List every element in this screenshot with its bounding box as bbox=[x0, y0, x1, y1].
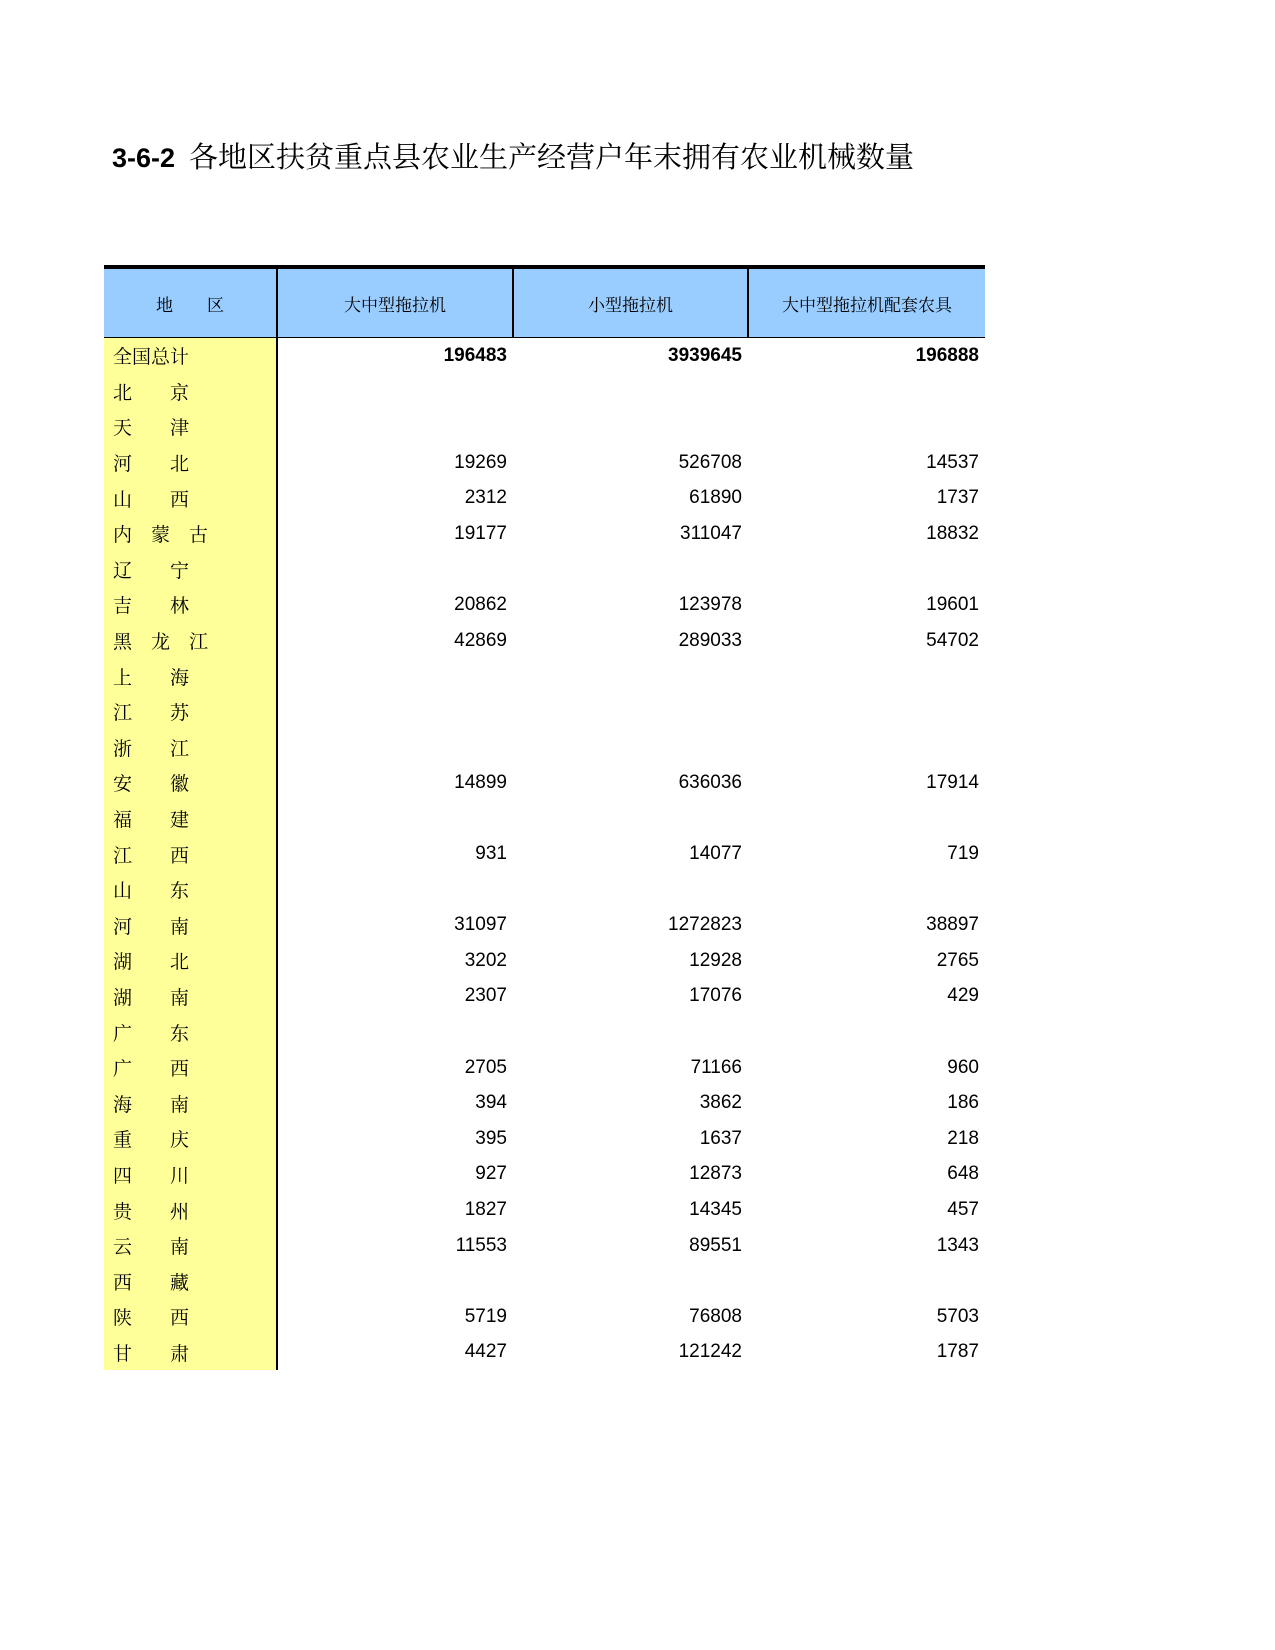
region-cell: 海 南 bbox=[104, 1085, 277, 1121]
value-cell-1 bbox=[277, 801, 513, 837]
table-row bbox=[104, 979, 985, 1015]
value-cell-3 bbox=[748, 552, 985, 588]
region-cell: 陕 西 bbox=[104, 1299, 277, 1335]
region-cell: 江 苏 bbox=[104, 694, 277, 730]
table-row bbox=[104, 908, 985, 944]
value-cell-1 bbox=[277, 374, 513, 410]
table-row bbox=[104, 836, 985, 872]
column-header-region bbox=[104, 267, 277, 338]
table-row bbox=[104, 1157, 985, 1193]
value-cell-2: 89551 bbox=[513, 1228, 748, 1264]
value-cell-1: 3202 bbox=[277, 943, 513, 979]
value-cell-1: 196483 bbox=[277, 338, 513, 374]
region-cell: 上 海 bbox=[104, 658, 277, 694]
value-cell-3: 429 bbox=[748, 979, 985, 1015]
value-cell-2: 3939645 bbox=[513, 338, 748, 374]
region-cell: 辽 宁 bbox=[104, 552, 277, 588]
value-cell-1: 2312 bbox=[277, 480, 513, 516]
region-cell: 西 藏 bbox=[104, 1263, 277, 1299]
value-cell-1: 14899 bbox=[277, 765, 513, 801]
column-header-large-medium-tractor: 大中型拖拉机 bbox=[277, 267, 513, 338]
table-number: 3-6-2 bbox=[112, 143, 176, 173]
value-cell-3: 17914 bbox=[748, 765, 985, 801]
value-cell-2: 289033 bbox=[513, 623, 748, 659]
value-cell-3: 196888 bbox=[748, 338, 985, 374]
statistics-table-container bbox=[104, 265, 985, 1370]
table-row bbox=[104, 765, 985, 801]
value-cell-2: 17076 bbox=[513, 979, 748, 1015]
value-cell-2: 526708 bbox=[513, 445, 748, 481]
value-cell-1: 31097 bbox=[277, 908, 513, 944]
value-cell-2: 12928 bbox=[513, 943, 748, 979]
value-cell-1 bbox=[277, 730, 513, 766]
value-cell-2: 311047 bbox=[513, 516, 748, 552]
value-cell-3 bbox=[748, 374, 985, 410]
value-cell-1: 5719 bbox=[277, 1299, 513, 1335]
region-cell: 四 川 bbox=[104, 1157, 277, 1193]
value-cell-1: 42869 bbox=[277, 623, 513, 659]
table-row bbox=[104, 445, 985, 481]
value-cell-2 bbox=[513, 552, 748, 588]
table-row bbox=[104, 1121, 985, 1157]
table-header bbox=[104, 267, 985, 338]
value-cell-3: 1737 bbox=[748, 480, 985, 516]
value-cell-2: 1272823 bbox=[513, 908, 748, 944]
value-cell-1: 11553 bbox=[277, 1228, 513, 1264]
value-cell-1: 4427 bbox=[277, 1335, 513, 1371]
value-cell-1 bbox=[277, 1263, 513, 1299]
value-cell-3 bbox=[748, 801, 985, 837]
value-cell-3: 54702 bbox=[748, 623, 985, 659]
value-cell-3 bbox=[748, 1014, 985, 1050]
region-cell: 江 西 bbox=[104, 836, 277, 872]
value-cell-2 bbox=[513, 374, 748, 410]
column-header-tractor-implements: 大中型拖拉机配套农具 bbox=[748, 267, 985, 338]
value-cell-3 bbox=[748, 730, 985, 766]
column-header-small-tractor: 小型拖拉机 bbox=[513, 267, 748, 338]
table-title-text: 各地区扶贫重点县农业生产经营户年末拥有农业机械数量 bbox=[189, 140, 915, 174]
value-cell-2 bbox=[513, 658, 748, 694]
region-cell: 重 庆 bbox=[104, 1121, 277, 1157]
value-cell-3 bbox=[748, 1263, 985, 1299]
value-cell-3: 186 bbox=[748, 1085, 985, 1121]
value-cell-2 bbox=[513, 1263, 748, 1299]
table-row bbox=[104, 552, 985, 588]
table-row bbox=[104, 1335, 985, 1371]
value-cell-3: 1787 bbox=[748, 1335, 985, 1371]
value-cell-3: 19601 bbox=[748, 587, 985, 623]
value-cell-1 bbox=[277, 409, 513, 445]
table-row bbox=[104, 409, 985, 445]
region-cell: 吉 林 bbox=[104, 587, 277, 623]
value-cell-1: 20862 bbox=[277, 587, 513, 623]
region-cell: 浙 江 bbox=[104, 730, 277, 766]
value-cell-1: 19177 bbox=[277, 516, 513, 552]
table-row bbox=[104, 694, 985, 730]
value-cell-2 bbox=[513, 872, 748, 908]
table-row bbox=[104, 658, 985, 694]
table-row bbox=[104, 872, 985, 908]
table-row bbox=[104, 801, 985, 837]
table-body bbox=[104, 338, 985, 1371]
value-cell-3: 218 bbox=[748, 1121, 985, 1157]
value-cell-3 bbox=[748, 694, 985, 730]
region-cell: 云 南 bbox=[104, 1228, 277, 1264]
region-cell: 河 北 bbox=[104, 445, 277, 481]
value-cell-1 bbox=[277, 658, 513, 694]
value-cell-3: 960 bbox=[748, 1050, 985, 1086]
value-cell-2: 3862 bbox=[513, 1085, 748, 1121]
value-cell-1 bbox=[277, 552, 513, 588]
table-row bbox=[104, 1192, 985, 1228]
region-cell: 贵 州 bbox=[104, 1192, 277, 1228]
value-cell-1 bbox=[277, 1014, 513, 1050]
region-cell: 北 京 bbox=[104, 374, 277, 410]
region-cell: 广 西 bbox=[104, 1050, 277, 1086]
value-cell-2 bbox=[513, 694, 748, 730]
region-cell: 河 南 bbox=[104, 908, 277, 944]
value-cell-1: 931 bbox=[277, 836, 513, 872]
region-cell: 内 蒙 古 bbox=[104, 516, 277, 552]
region-cell: 黑 龙 江 bbox=[104, 623, 277, 659]
table-row bbox=[104, 1014, 985, 1050]
table-row bbox=[104, 1299, 985, 1335]
value-cell-2: 61890 bbox=[513, 480, 748, 516]
value-cell-3 bbox=[748, 409, 985, 445]
value-cell-1: 19269 bbox=[277, 445, 513, 481]
value-cell-3: 457 bbox=[748, 1192, 985, 1228]
value-cell-1 bbox=[277, 872, 513, 908]
region-cell: 湖 南 bbox=[104, 979, 277, 1015]
table-row bbox=[104, 516, 985, 552]
column-header-region-label: 地 区 bbox=[156, 295, 224, 316]
value-cell-3: 648 bbox=[748, 1157, 985, 1193]
table-row bbox=[104, 623, 985, 659]
value-cell-1: 395 bbox=[277, 1121, 513, 1157]
table-row bbox=[104, 1085, 985, 1121]
value-cell-2: 14345 bbox=[513, 1192, 748, 1228]
value-cell-3 bbox=[748, 658, 985, 694]
table-row bbox=[104, 338, 985, 374]
region-cell: 湖 北 bbox=[104, 943, 277, 979]
value-cell-3 bbox=[748, 872, 985, 908]
value-cell-1: 1827 bbox=[277, 1192, 513, 1228]
value-cell-1 bbox=[277, 694, 513, 730]
statistics-table bbox=[104, 265, 985, 1370]
region-cell: 广 东 bbox=[104, 1014, 277, 1050]
value-cell-2: 123978 bbox=[513, 587, 748, 623]
value-cell-2: 76808 bbox=[513, 1299, 748, 1335]
value-cell-2 bbox=[513, 730, 748, 766]
value-cell-1: 927 bbox=[277, 1157, 513, 1193]
table-row bbox=[104, 943, 985, 979]
table-row bbox=[104, 730, 985, 766]
value-cell-3: 5703 bbox=[748, 1299, 985, 1335]
value-cell-2: 71166 bbox=[513, 1050, 748, 1086]
value-cell-2: 636036 bbox=[513, 765, 748, 801]
value-cell-2 bbox=[513, 1014, 748, 1050]
region-cell: 甘 肃 bbox=[104, 1335, 277, 1371]
value-cell-3: 1343 bbox=[748, 1228, 985, 1264]
value-cell-3: 18832 bbox=[748, 516, 985, 552]
table-row bbox=[104, 1050, 985, 1086]
table-header-row bbox=[104, 267, 985, 338]
region-cell: 山 西 bbox=[104, 480, 277, 516]
region-cell: 天 津 bbox=[104, 409, 277, 445]
region-cell: 全国总计 bbox=[104, 338, 277, 374]
value-cell-2: 14077 bbox=[513, 836, 748, 872]
table-row bbox=[104, 1263, 985, 1299]
value-cell-2: 12873 bbox=[513, 1157, 748, 1193]
region-cell: 安 徽 bbox=[104, 765, 277, 801]
value-cell-1: 2705 bbox=[277, 1050, 513, 1086]
table-row bbox=[104, 587, 985, 623]
value-cell-3: 719 bbox=[748, 836, 985, 872]
table-row bbox=[104, 374, 985, 410]
value-cell-2 bbox=[513, 409, 748, 445]
value-cell-2: 1637 bbox=[513, 1121, 748, 1157]
value-cell-1: 394 bbox=[277, 1085, 513, 1121]
value-cell-3: 38897 bbox=[748, 908, 985, 944]
table-row bbox=[104, 480, 985, 516]
region-cell: 福 建 bbox=[104, 801, 277, 837]
value-cell-2 bbox=[513, 801, 748, 837]
value-cell-1: 2307 bbox=[277, 979, 513, 1015]
table-row bbox=[104, 1228, 985, 1264]
value-cell-3: 2765 bbox=[748, 943, 985, 979]
value-cell-2: 121242 bbox=[513, 1335, 748, 1371]
region-cell: 山 东 bbox=[104, 872, 277, 908]
value-cell-3: 14537 bbox=[748, 445, 985, 481]
page-title bbox=[112, 137, 914, 178]
